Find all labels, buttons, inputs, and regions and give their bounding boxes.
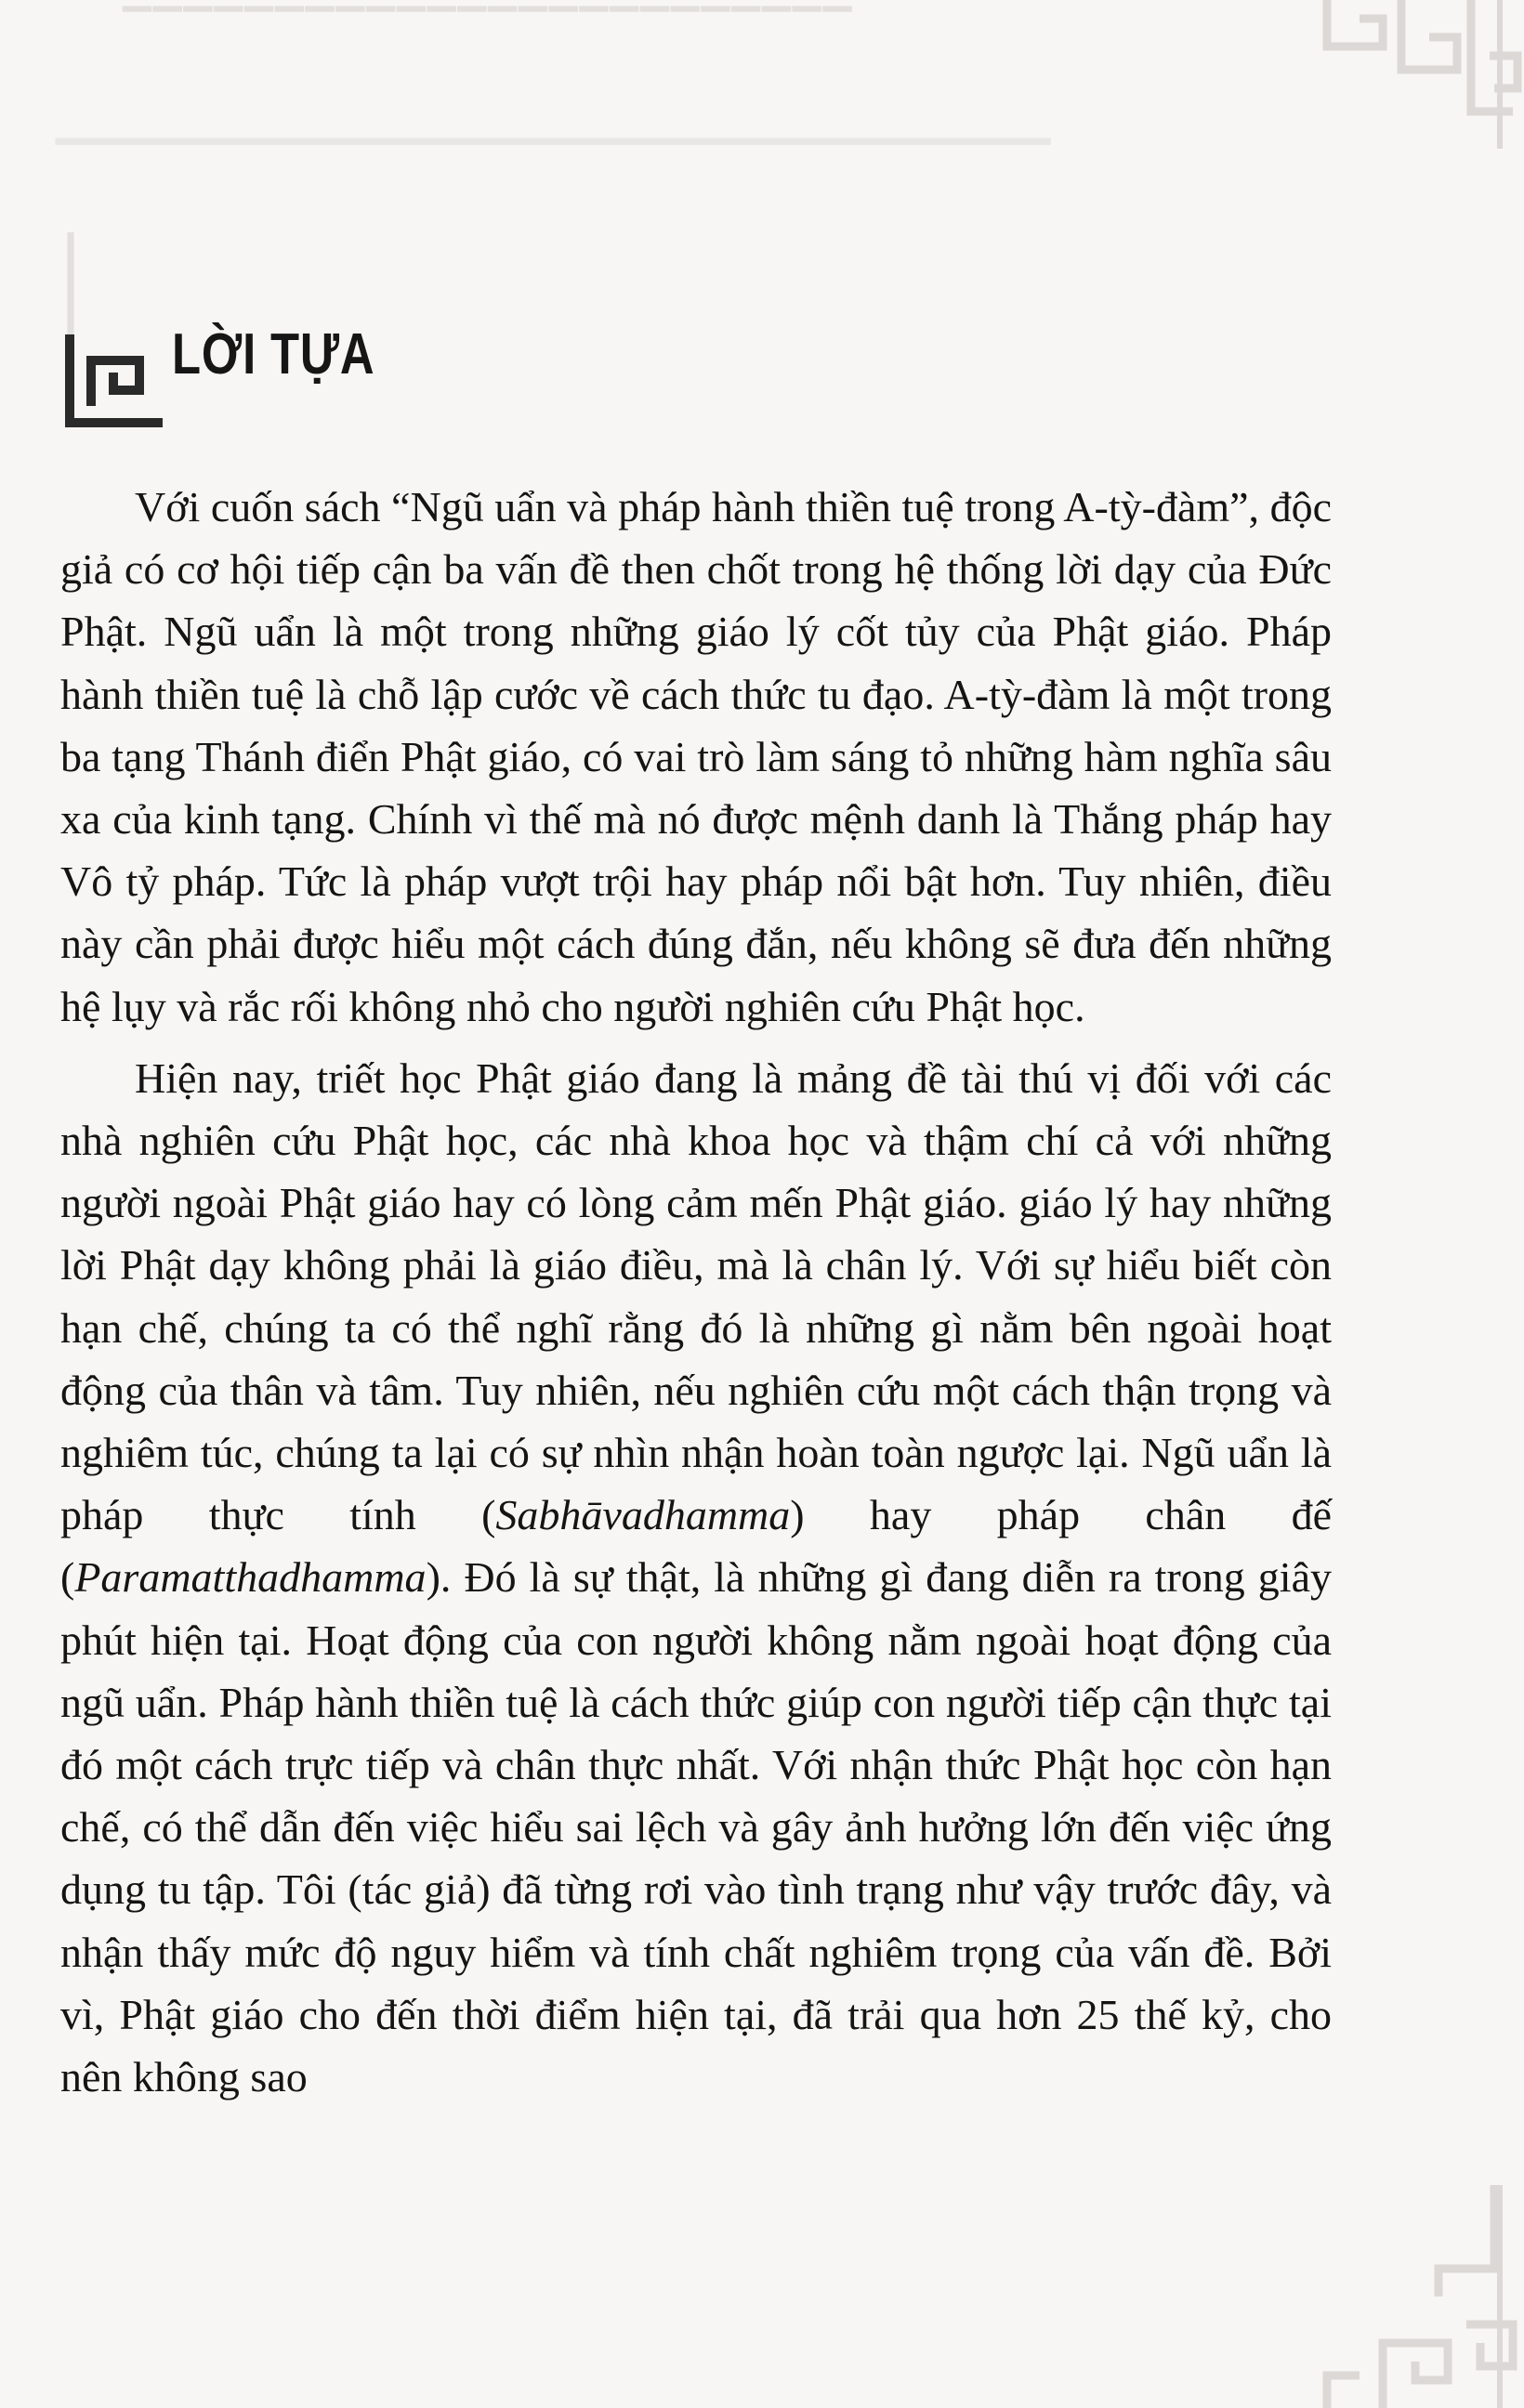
- bleed-through-line: ▁▁▁▁▁▁▁▁▁▁▁▁▁▁▁▁▁▁▁▁▁▁▁▁▁▁▁▁▁: [56, 95, 1051, 144]
- greek-key-corner-bottom-right-icon: [1318, 2185, 1524, 2408]
- section-heading-block: [65, 316, 418, 432]
- greek-key-ornament-icon: [65, 334, 167, 427]
- body-paragraph: [60, 476, 1332, 1038]
- paragraph-text: Với cuốn sách “Ngũ uẩn và pháp hành thiền tuệ trong A-tỳ-đàm”, độc giả có cơ hội tiếp cận ba vấn đề then chốt trong hệ thống lời dạy của Đức Phật. Ngũ uẩn là một trong những giáo lý cốt tủy của Phật giáo. Pháp hành thiền tuệ là chỗ lập cước về cách thức tu đạo. A-tỳ-đàm là một trong ba tạng Thánh điển Phật giáo, có vai trò làm sáng tỏ những hàm nghĩa sâu xa của kinh tạng. Chính vì thế mà nó được mệnh danh là Thắng pháp hay Vô tỷ pháp. Tức là pháp vượt trội hay pháp nổi bật hơn. Tuy nhiên, điều này cần phải được hiểu một cách đúng đắn, nếu không sẽ đưa đến những hệ lụy và rắc rối không nhỏ cho người nghiên cứu Phật học.: [60, 483, 1332, 1030]
- paragraph-text: ) hay pháp chân đế (: [60, 1491, 1332, 1602]
- body-paragraph: [60, 1047, 1332, 2108]
- preface-body: [60, 476, 1332, 2117]
- page-title: LỜI TỰA: [172, 322, 375, 386]
- italic-term: Paramatthadhamma: [74, 1553, 427, 1602]
- paragraph-text: ). Đó là sự thật, là những gì đang diễn ra trong giây phút hiện tại. Hoạt động của con người không nằm ngoài hoạt động của ngũ uẩn. Pháp hành thiền tuệ là cách thức giúp con người tiếp cận thực tại đó một cách trực tiếp và chân thực nhất. Với nhận thức Phật học còn hạn chế, có thể dẫn đến việc hiểu sai lệch và gây ảnh hưởng lớn đến việc ứng dụng tu tập. Tôi (tác giả) đã từng rơi vào tình trạng như vậy trước đây, và nhận thấy mức độ nguy hiểm và tính chất nghiêm trọng của vấn đề. Bởi vì, Phật giáo cho đến thời điểm hiện tại, đã trải qua hơn 25 thế kỷ, cho nên không sao: [60, 1553, 1332, 2101]
- greek-key-corner-top-right-icon: [1318, 0, 1524, 149]
- italic-term: Sabhāvadhamma: [495, 1491, 791, 1539]
- bleed-through-header: ▔▔▔▔▔▔▔▔▔▔▔▔▔▔▔▔▔▔▔▔▔▔▔▔: [121, 8, 852, 49]
- bleed-through-layer: [37, 0, 1357, 186]
- paragraph-text: Hiện nay, triết học Phật giáo đang là mảng đề tài thú vị đối với các nhà nghiên cứu Phật học, các nhà khoa học và thậm chí cả với những người ngoài Phật giáo hay có lòng cảm mến Phật giáo. giáo lý hay những lời Phật dạy không phải là giáo điều, mà là chân lý. Với sự hiểu biết còn hạn chế, chúng ta có thể nghĩ rằng đó là những gì nằm bên ngoài hoạt động của thân và tâm. Tuy nhiên, nếu nghiên cứu một cách thận trọng và nghiêm túc, chúng ta lại có sự nhìn nhận hoàn toàn ngược lại. Ngũ uẩn là pháp thực tính (: [60, 1054, 1332, 1539]
